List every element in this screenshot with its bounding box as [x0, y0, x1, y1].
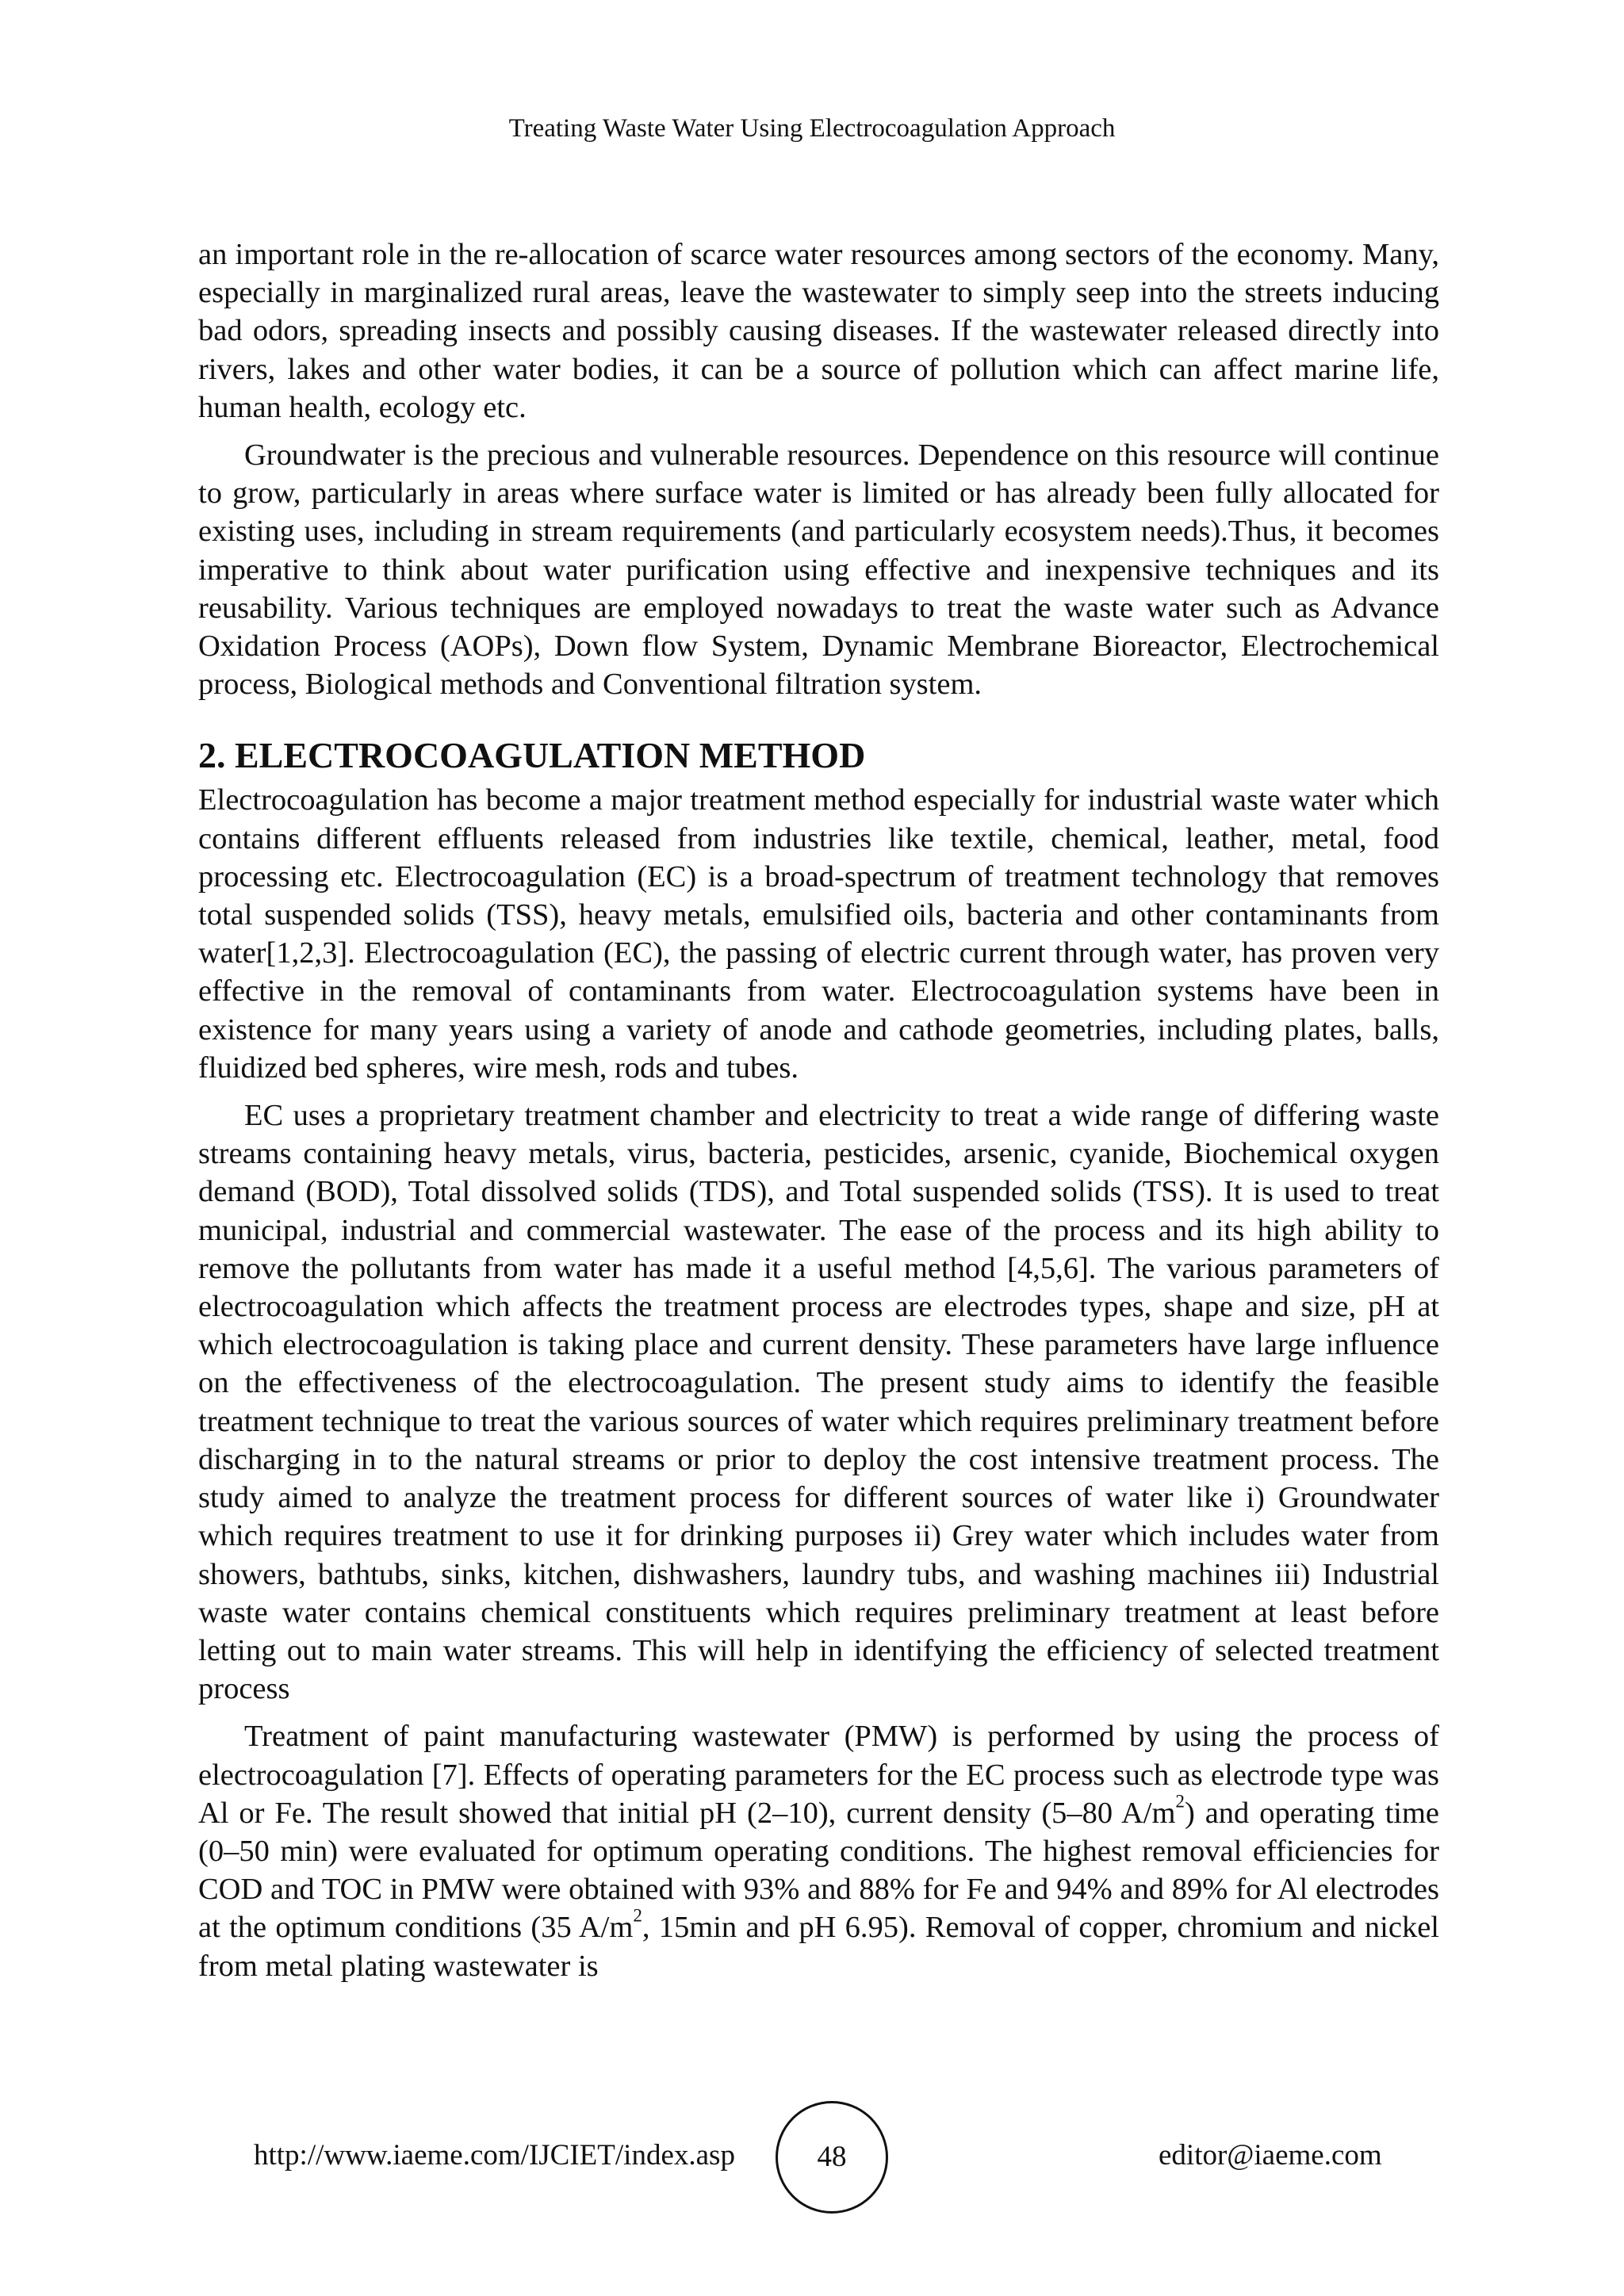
footer-email-link[interactable]: editor@iaeme.com	[1159, 2139, 1382, 2172]
paragraph-4: EC uses a proprietary treatment chamber and electricity to treat a wide range of differing waste streams containing heavy metals, virus, bacteria, pesticides, arsenic, cyanide, Biochemical oxygen demand (BOD), Total dissolved solids (TDS), and Total suspended solids (TSS). It is used to treat municipal, industrial and commercial wastewater. The ease of the process and its high ability to remove the pollutants from water has made it a useful method [4,5,6]. The various parameters of electrocoagulation which affects the treatment process are electrodes types, shape and size, pH at which electrocoagulation is taking place and current density. These parameters have large influence on the effectiveness of the electrocoagulation. The present study aims to identify the feasible treatment technique to treat the various sources of water which requires preliminary treatment before discharging in to the natural streams or prior to deploy the cost intensive treatment process. The study aimed to analyze the treatment process for different sources of water like i) Groundwater which requires treatment to use it for drinking purposes ii) Grey water which includes water from showers, bathtubs, sinks, kitchen, dishwashers, laundry tubs, and washing machines iii) Industrial waste water contains chemical constituents which requires preliminary treatment at least before letting out to main water streams. This will help in identifying the efficiency of selected treatment process	[198, 1099, 1439, 1706]
superscript-2: 2	[1175, 1790, 1185, 1812]
paragraph-5-part-3: , 15min and pH 6.95). Removal of copper, chromium and nickel from metal plating wastewater is	[198, 1911, 1439, 1983]
page-number: 48	[776, 2101, 888, 2214]
section-heading: 2. ELECTROCOAGULATION METHOD	[198, 735, 866, 776]
article-body	[198, 235, 1439, 1985]
paragraph-3: Electrocoagulation has become a major treatment method especially for industrial waste water which contains different effluents released from industries like textile, chemical, leather, metal, food processing etc. Electrocoagulation (EC) is a broad-spectrum of treatment technology that removes total suspended solids (TSS), heavy metals, emulsified oils, bacteria and other contaminants from water[1,2,3]. Electrocoagulation (EC), the passing of electric current through water, has proven very effective in the removal of contaminants from water. Electrocoagulation systems have been in existence for many years using a variety of anode and cathode geometries, including plates, balls, fluidized bed spheres, wire mesh, rods and tubes.	[198, 783, 1439, 1085]
paragraph-5-part-2: ) and operating time (0–50 min) were evaluated for optimum operating conditions. The highest removal efficiencies for COD and TOC in PMW were obtained with 93% and 88% for Fe and 94% and 89% for Al electrodes at the optimum conditions (35 A/m	[198, 1796, 1439, 1945]
paragraph-2: Groundwater is the precious and vulnerable resources. Dependence on this resource will continue to grow, particularly in areas where surface water is limited or has already been fully allocated for existing uses, including in stream requirements (and particularly ecosystem needs).Thus, it becomes imperative to think about water purification using effective and inexpensive techniques and its reusability. Various techniques are employed nowadays to treat the waste water such as Advance Oxidation Process (AOPs), Down flow System, Dynamic Membrane Bioreactor, Electrochemical process, Biological methods and Conventional filtration system.	[198, 438, 1439, 702]
running-header: Treating Waste Water Using Electrocoagulation Approach	[508, 114, 1116, 143]
paragraph-1: an important role in the re-allocation of scarce water resources among sectors of the economy. Many, especially in marginalized rural areas, leave the wastewater to simply seep into the streets inducing bad odors, spreading insects and possibly causing diseases. If the wastewater released directly into rivers, lakes and other water bodies, it can be a source of pollution which can affect marine life, human health, ecology etc.	[198, 238, 1439, 424]
footer-url-link[interactable]: http://www.iaeme.com/IJCIET/index.asp	[254, 2139, 735, 2172]
paragraph-5-part-1: Treatment of paint manufacturing wastewater (PMW) is performed by using the process of electrocoagulation [7]. Effects of operating parameters for the EC process such as electrode type was Al or Fe. The result showed that initial pH (2–10), current density (5–80 A/m	[198, 1720, 1439, 1830]
page-footer	[0, 2101, 1624, 2220]
superscript-2: 2	[633, 1904, 642, 1926]
paragraph-5	[198, 1717, 1439, 1984]
